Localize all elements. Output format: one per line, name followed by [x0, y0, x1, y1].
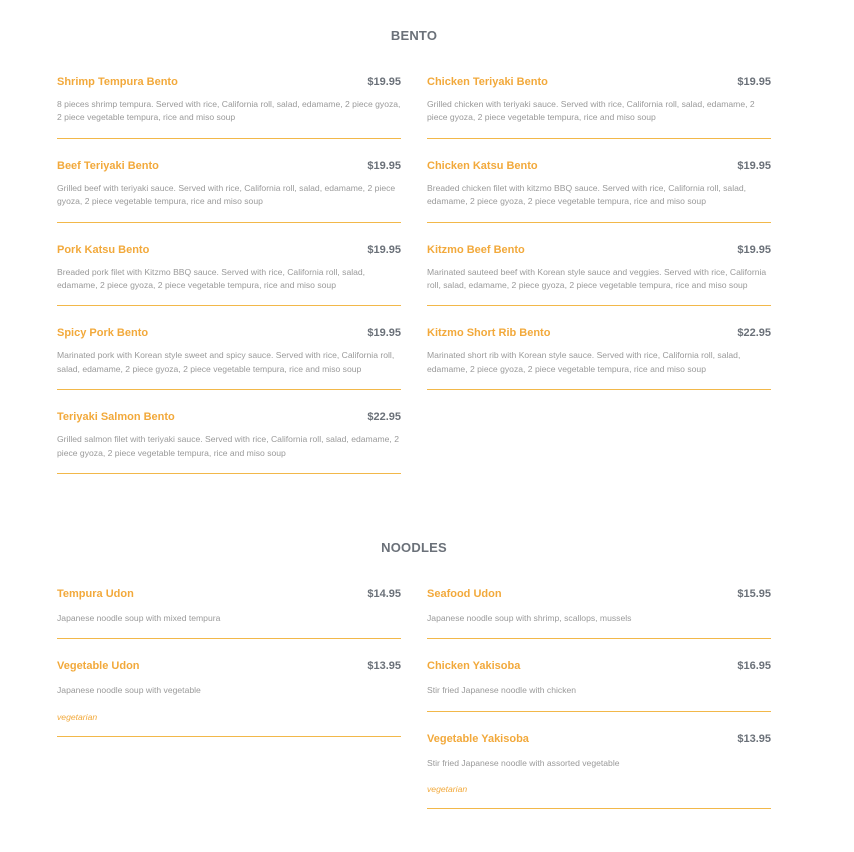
menu-item-price: $19.95: [737, 76, 771, 88]
menu-item-description: Grilled beef with teriyaki sauce. Served with rice, California roll, salad, edamame, 2 piece gyoza, 2 piece vegetable tempura, rice and miso soup: [57, 182, 396, 207]
menu-item-description: Breaded chicken filet with kitzmo BBQ sauce. Served with rice, California roll, salad, edamame, 2 piece gyoza, 2 piece vegetable tempura, rice and miso soup: [427, 182, 747, 207]
menu-item-price: $15.95: [737, 588, 771, 600]
menu-item-name: Chicken Katsu Bento: [427, 159, 538, 172]
menu-item-name: Vegetable Yakisoba: [427, 732, 529, 745]
menu-item-header: [57, 159, 401, 173]
menu-item-header: [427, 732, 771, 746]
menu-item-description: Grilled salmon filet with teriyaki sauce. Served with rice, California roll, salad, edamame, 2 piece gyoza, 2 piece vegetable tempura, rice and miso soup: [57, 434, 399, 458]
menu-item-name: Kitzmo Short Rib Bento: [427, 327, 551, 340]
menu-item-price: $19.95: [367, 76, 401, 88]
menu-item-header: [427, 659, 771, 673]
menu-item-price: $16.95: [737, 660, 771, 673]
menu-item-description: Stir fried Japanese noodle with assorted vegetable: [427, 757, 620, 768]
menu-item: [427, 159, 771, 223]
noodles-section: [57, 540, 771, 829]
menu-item-price: $19.95: [367, 243, 401, 256]
menu-item: [427, 659, 771, 711]
menu-item-header: [57, 243, 401, 257]
menu-item: [57, 410, 401, 474]
menu-item-price: $19.95: [367, 159, 401, 172]
menu-item: [57, 159, 401, 223]
menu-item-header: [427, 587, 771, 601]
menu-item-price: $22.95: [737, 327, 771, 340]
menu-item-description: 8 pieces shrimp tempura. Served with rice, California roll, salad, edamame, 2 piece gyoza, 2 piece vegetable tempura, rice and miso soup: [57, 99, 401, 123]
menu-item-price: $19.95: [367, 327, 401, 340]
menu-item-name: Teriyaki Salmon Bento: [57, 411, 175, 424]
menu-item-name: Vegetable Udon: [57, 660, 140, 673]
menu-item-header: [57, 587, 401, 601]
menu-item-description: Japanese noodle soup with mixed tempura: [57, 613, 221, 623]
menu-item-name: Kitzmo Beef Bento: [427, 243, 525, 256]
menu-item: [427, 587, 771, 639]
bento-left-column: [57, 75, 401, 494]
menu-item-description: Breaded pork filet with Kitzmo BBQ sauce. Served with rice, California roll, salad, edamame, 2 piece gyoza, 2 piece vegetable tempura, rice and miso soup: [57, 266, 366, 291]
menu-item: [427, 243, 771, 307]
menu-item-price: $14.95: [367, 588, 401, 600]
menu-item-price: $19.95: [737, 243, 771, 256]
menu-item: [57, 75, 401, 139]
menu-item-name: Spicy Pork Bento: [57, 327, 149, 340]
noodles-right-column: [427, 587, 771, 829]
section-title-bento: BENTO: [390, 28, 438, 43]
menu-item-name: Pork Katsu Bento: [57, 243, 150, 256]
menu-item-header: [57, 659, 401, 673]
menu-item: [57, 243, 401, 307]
menu-item: [57, 326, 401, 390]
menu-item-header: [57, 326, 401, 340]
menu-item-price: $22.95: [367, 411, 401, 424]
menu-item: [57, 587, 401, 639]
noodles-left-column: [57, 587, 401, 757]
menu-item: [427, 326, 771, 390]
menu-item-header: [427, 326, 771, 340]
menu-item-description: Marinated pork with Korean style sweet and spicy sauce. Served with rice, California roll, salad, edamame, 2 piece gyoza, 2 piece vegetable tempura, rice and miso soup: [57, 350, 395, 374]
menu-item-description: Grilled chicken with teriyaki sauce. Served with rice, California roll, salad, edamame, 2 piece gyoza, 2 piece vegetable tempura, rice and miso soup: [427, 99, 755, 123]
bento-section: [57, 28, 771, 494]
menu-item-header: [427, 243, 771, 257]
menu-item-name: Chicken Yakisoba: [427, 660, 521, 673]
bento-right-column: [427, 75, 771, 410]
menu-item-description: Stir fried Japanese noodle with chicken: [427, 685, 577, 696]
menu-item-header: [57, 75, 401, 89]
menu-item-description: Japanese noodle soup with vegetable: [57, 685, 201, 696]
vegetarian-tag: vegetarian: [57, 711, 98, 722]
menu-item-name: Beef Teriyaki Bento: [57, 159, 159, 172]
menu-item-description: Japanese noodle soup with shrimp, scallops, mussels: [427, 613, 632, 623]
menu-item-name: Seafood Udon: [427, 588, 502, 600]
noodles-columns: [57, 587, 771, 829]
vegetarian-tag: vegetarian: [427, 784, 468, 795]
menu-item-price: $13.95: [737, 732, 771, 745]
menu-item-name: Shrimp Tempura Bento: [57, 76, 178, 88]
menu-item-header: [427, 75, 771, 89]
section-title-noodles: NOODLES: [381, 540, 447, 555]
menu-item-header: [57, 410, 401, 424]
menu-item: [57, 659, 401, 736]
menu-item-price: $19.95: [737, 159, 771, 172]
menu-item-description: Marinated sauteed beef with Korean style sauce and veggies. Served with rice, California roll, salad, edamame, 2 piece gyoza, 2 piece vegetable tempura, rice and miso soup: [427, 266, 767, 291]
bento-columns: [57, 75, 771, 494]
menu-item: [427, 75, 771, 139]
menu-item-name: Tempura Udon: [57, 588, 134, 600]
menu-item-description: Marinated short rib with Korean style sauce. Served with rice, California roll, salad, edamame, 2 piece gyoza, 2 piece vegetable tempura, rice and miso soup: [427, 350, 741, 374]
menu-item: [427, 732, 771, 809]
menu-item-header: [427, 159, 771, 173]
menu-item-name: Chicken Teriyaki Bento: [427, 76, 548, 88]
menu-item-price: $13.95: [367, 660, 401, 673]
